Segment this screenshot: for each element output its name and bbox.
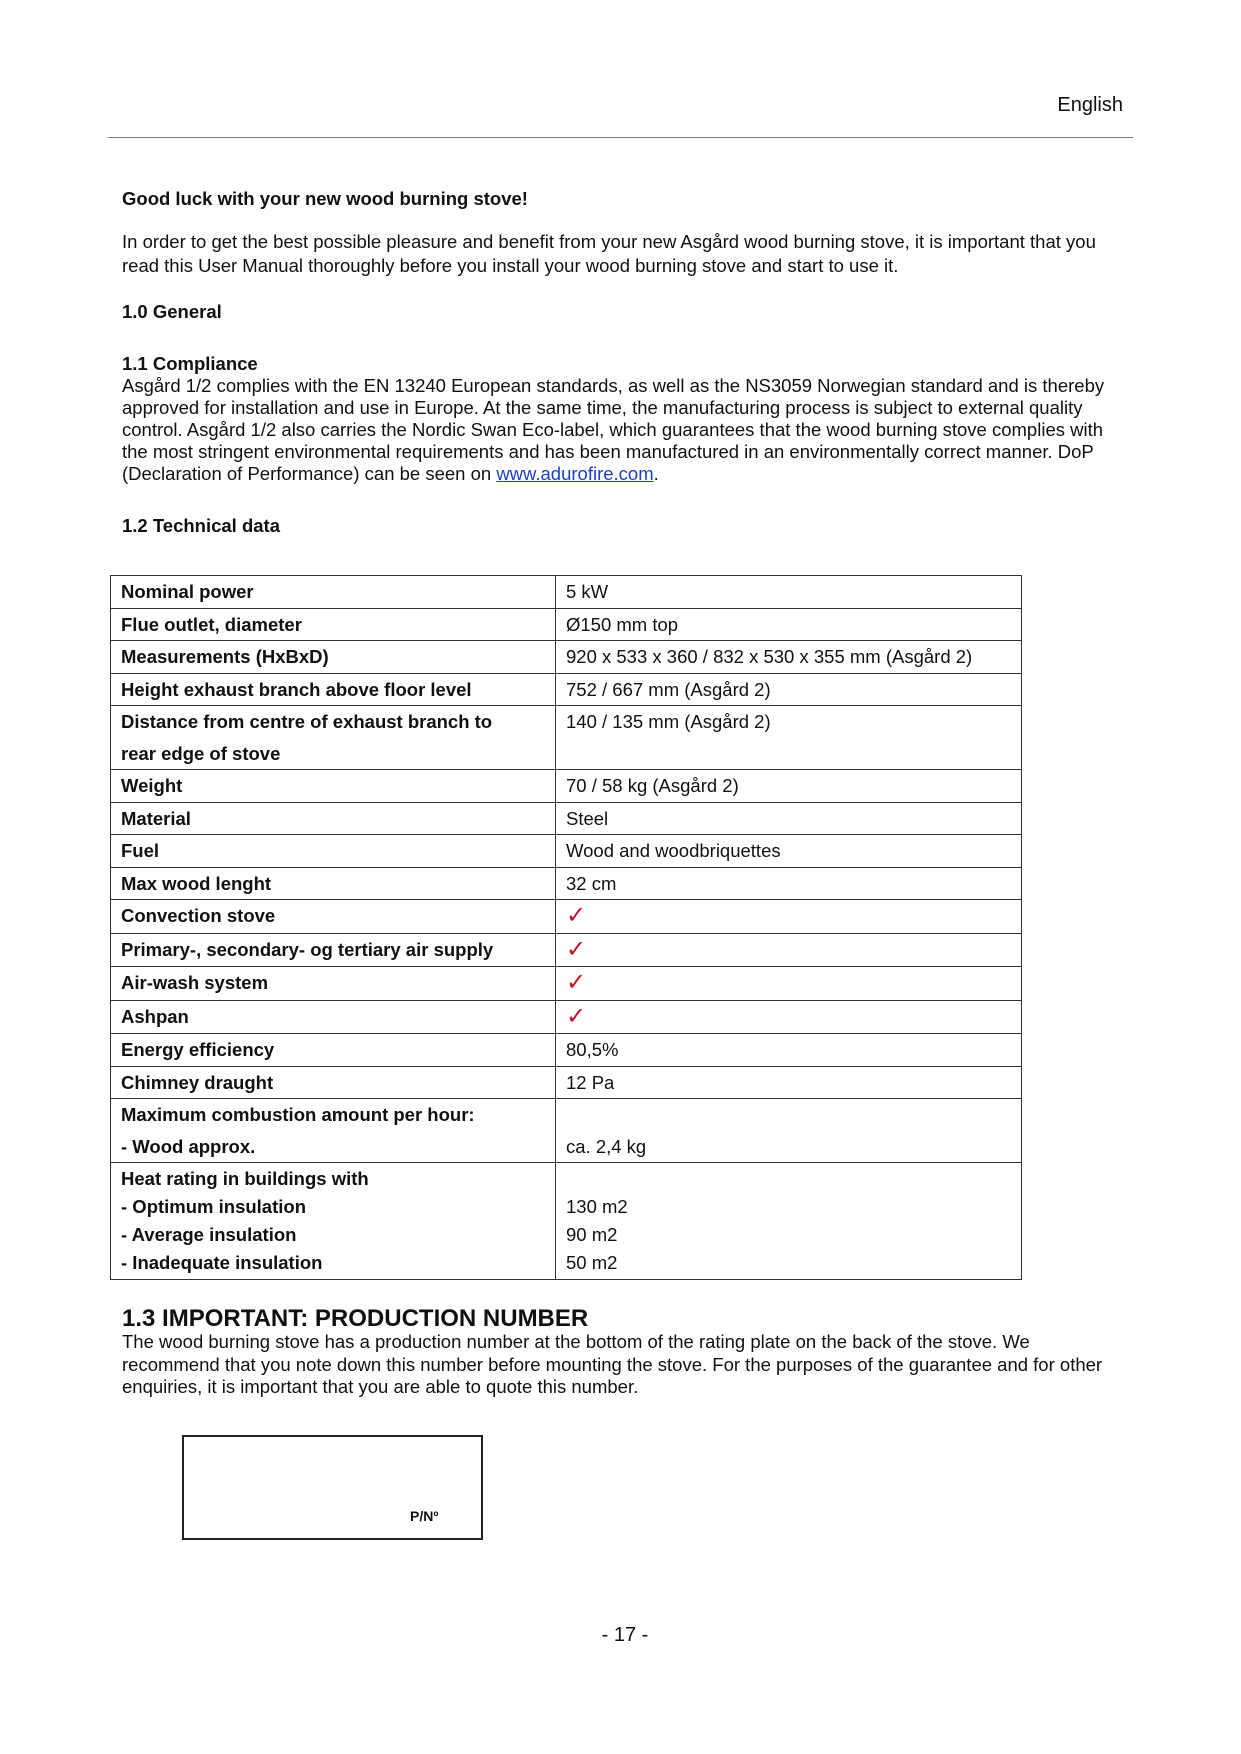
row-value: Steel [556,802,1022,835]
row-label-line: - Inadequate insulation [121,1252,323,1273]
technical-data-table [110,575,1022,1280]
table-row [111,802,1022,835]
checkmark-icon: ✓ [566,902,587,929]
row-value: 80,5% [556,1034,1022,1067]
checkmark-icon: ✓ [566,935,587,963]
row-label-line: - Wood approx. [121,1135,256,1157]
row-value [556,967,1022,1001]
row-label: Measurements (HxBxD) [111,641,556,674]
table-row [111,900,1022,934]
row-label [111,706,556,770]
table-row [111,608,1022,641]
technical-data-title: 1.2 Technical data [122,515,280,536]
header-divider [108,137,1133,138]
row-label: Material [111,802,556,835]
row-label-line: rear edge of stove [121,742,281,764]
row-value: 12 Pa [556,1066,1022,1099]
row-label: Height exhaust branch above floor level [111,673,556,706]
checkmark-icon: ✓ [566,969,587,996]
row-label: Fuel [111,835,556,868]
row-value: Ø150 mm top [556,608,1022,641]
row-label-line: - Optimum insulation [121,1196,306,1217]
table-row [111,673,1022,706]
compliance-period: . [653,463,659,484]
header-language: English [1057,94,1123,116]
table-row [111,641,1022,674]
table-row [111,933,1022,967]
row-value: 752 / 667 mm (Asgård 2) [556,673,1022,706]
row-value-line: 50 m2 [566,1252,618,1273]
table-row [111,967,1022,1001]
table-row [111,576,1022,609]
table-row [111,1034,1022,1067]
intro-title: Good luck with your new wood burning stove! [122,188,528,209]
section-general-title: 1.0 General [122,301,222,322]
row-label-line: Heat rating in buildings with [121,1168,369,1189]
row-value [556,1163,1022,1280]
row-label [111,1163,556,1280]
row-label: Flue outlet, diameter [111,608,556,641]
checkmark-icon: ✓ [566,1002,587,1030]
row-label-line: Distance from centre of exhaust branch to [121,711,493,732]
table-row [111,1163,1022,1280]
plate-label: P/Nº [410,1508,439,1524]
row-value-line: 90 m2 [566,1224,618,1245]
table-row [111,1099,1022,1163]
table-row [111,835,1022,868]
compliance-title: 1.1 Compliance [122,353,258,374]
row-value: 32 cm [556,867,1022,900]
intro-text: In order to get the best possible pleasure and benefit from your new Asgård wood burning stove, it is important that you read this User Manual thoroughly before you install your wood burning stove and start to use it. [122,231,1096,276]
table-row [111,867,1022,900]
row-label: Nominal power [111,576,556,609]
row-value [556,1000,1022,1034]
row-label: Energy efficiency [111,1034,556,1067]
row-label-line: Maximum combustion amount per hour: [121,1104,475,1125]
row-label: Max wood lenght [111,867,556,900]
production-number-text: The wood burning stove has a production number at the bottom of the rating plate on the back of the stove. We recommend that you note down this number before mounting the stove. For the purposes of the guarantee and for other enquiries, it is important that you are able to quote this number. [122,1331,1103,1397]
row-label: Chimney draught [111,1066,556,1099]
row-value [556,900,1022,934]
row-value [556,933,1022,967]
page-content [122,188,1132,537]
compliance-text [122,375,1132,485]
compliance-body: Asgård 1/2 complies with the EN 13240 European standards, as well as the NS3059 Norwegian standard and is thereby approved for installation and use in Europe. At the same time, the manufacturing process is subject to external quality control. Asgård 1/2 also carries the Nordic Swan Eco-label, which guarantees that the wood burning stove complies with the most stringent environmental requirements and has been manufactured in an environmentally correct manner. DoP (Declaration of Performance) can be seen on [122,375,1105,484]
row-value: Wood and woodbriquettes [556,835,1022,868]
row-value-line: ca. 2,4 kg [566,1135,647,1157]
row-value: 920 x 533 x 360 / 832 x 530 x 355 mm (Asgård 2) [556,641,1022,674]
row-label: Ashpan [111,1000,556,1034]
row-value-line: 130 m2 [566,1196,628,1217]
table-row [111,770,1022,803]
row-label-line: - Average insulation [121,1224,297,1245]
production-number-title: 1.3 IMPORTANT: PRODUCTION NUMBER [122,1305,589,1332]
row-value: 5 kW [556,576,1022,609]
table-row [111,1066,1022,1099]
row-label: Air-wash system [111,967,556,1001]
row-label: Convection stove [111,900,556,934]
row-value: 140 / 135 mm (Asgård 2) [556,706,1022,770]
row-value: 70 / 58 kg (Asgård 2) [556,770,1022,803]
row-value [556,1099,1022,1163]
row-label: Primary-, secondary- og tertiary air supply [111,933,556,967]
page-number: - 17 - [601,1624,649,1646]
row-label: Weight [111,770,556,803]
rating-plate-illustration [182,1435,483,1540]
table-row [111,706,1022,770]
table-row [111,1000,1022,1034]
adurofire-link[interactable]: www.adurofire.com [496,463,654,484]
row-label [111,1099,556,1163]
